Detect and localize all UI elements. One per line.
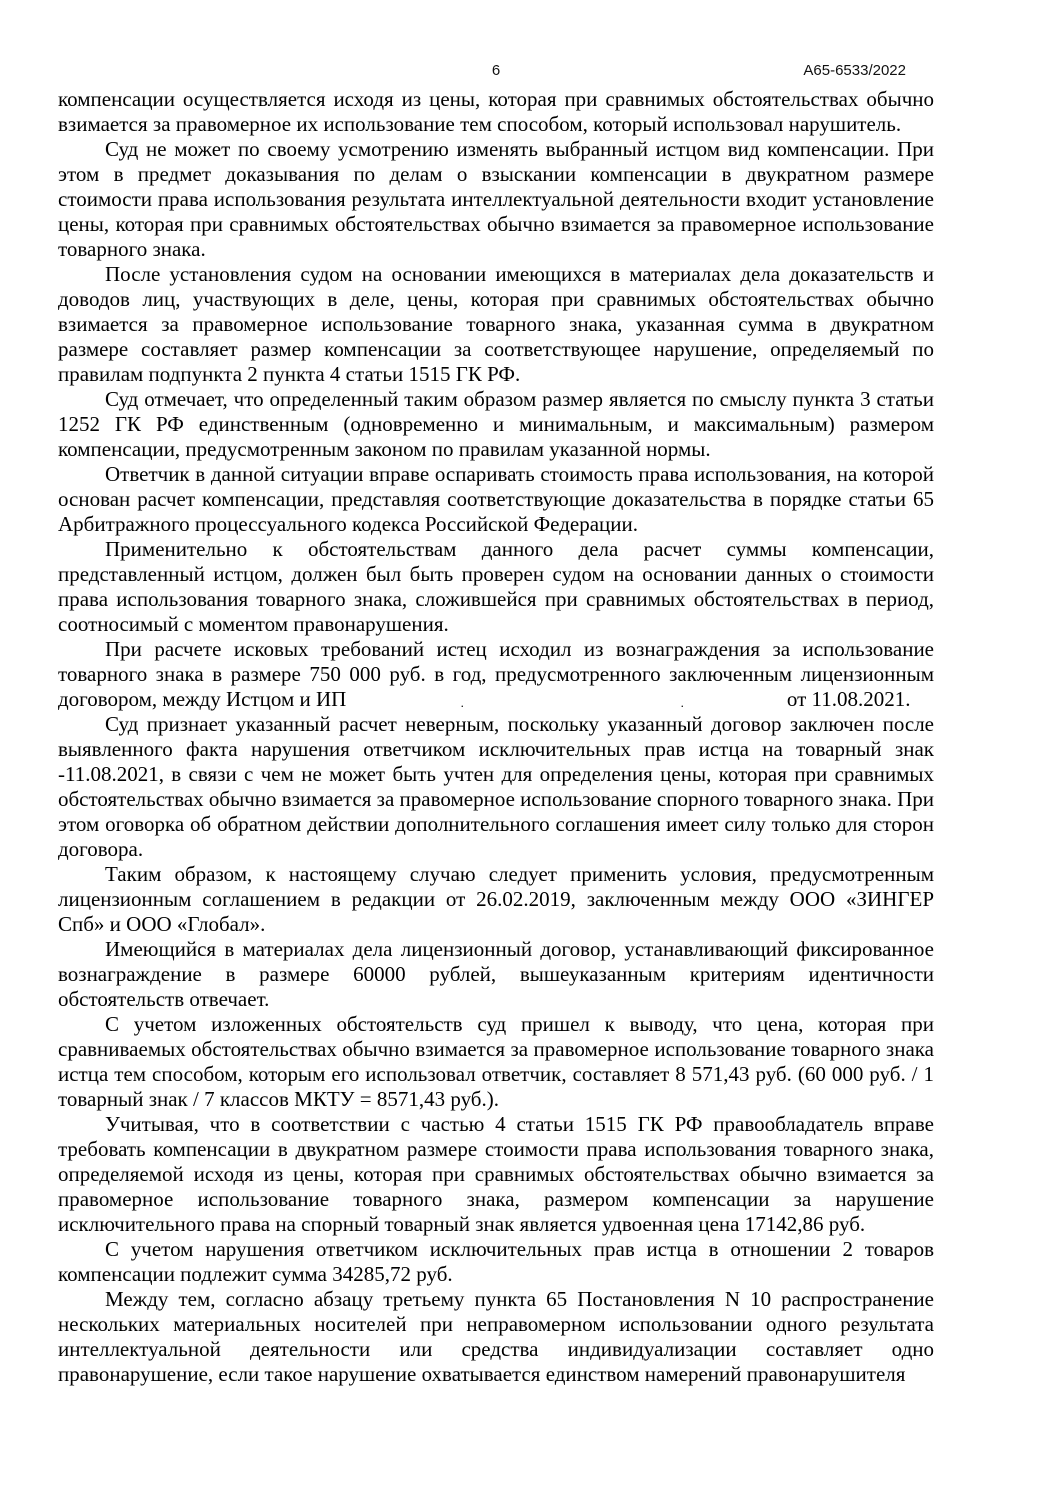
paragraph: Между тем, согласно абзацу третьему пункта 65 Постановления N 10 распространение нескольких материальных носителей при неправомерном использовании одного результата интеллектуальной деятельности или средства индивидуализации составляет одно правонарушение, если такое нарушение охватывается единством намерений правонарушителя [58,1287,934,1386]
paragraph: Суд признает указанный расчет неверным, поскольку указанный договор заключен после выявленного факта нарушения ответчиком исключительных прав истца на товарный знак -11.08.2021, в связи с чем не может быть учтен для определения цены, которая при сравнимых обстоятельствах обычно взимается за правомерное использование спорного товарного знака. При этом оговорка об обратном действии дополнительного соглашения имеет силу только для сторон договора. [58,712,934,861]
paragraph: С учетом нарушения ответчиком исключительных прав истца в отношении 2 товаров компенсации подлежит сумма 34285,72 руб. [58,1237,934,1286]
paragraph: Имеющийся в материалах дела лицензионный договор, устанавливающий фиксированное вознаграждение в размере 60000 рублей, вышеуказанным критериям идентичности обстоятельств отвечает. [58,937,934,1011]
page-header [58,62,934,84]
redaction-mark: . [680,695,684,710]
redaction-mark: . [460,695,464,710]
paragraph: Применительно к обстоятельствам данного дела расчет суммы компенсации, представленный истцом, должен был быть проверен судом на основании данных о стоимости права использования товарного знака, сложившейся при сравнимых обстоятельствах в период, соотносимый с моментом правонарушения. [58,537,934,636]
case-number: А65-6533/2022 [803,62,906,79]
redacted-name-gap [352,695,782,710]
paragraph: Ответчик в данной ситуации вправе оспаривать стоимость права использования, на которой основан расчет компенсации, представляя соответствующие доказательства в порядке статьи 65 Арбитражного процессуального кодекса Российской Федерации. [58,462,934,536]
paragraph: Таким образом, к настоящему случаю следует применить условия, предусмотренным лицензионным соглашением в редакции от 26.02.2019, заключенным между ООО «ЗИНГЕР Спб» и ООО «Глобал». [58,862,934,936]
page-content [58,62,934,1387]
document-body [58,87,934,1387]
paragraph: После установления судом на основании имеющихся в материалах дела доказательств и доводов лиц, участвующих в деле, цены, которая при сравнимых обстоятельствах обычно взимается за правомерное использование товарного знака, указанная сумма в двукратном размере составляет размер компенсации за соответствующее нарушение, определяемый по правилам подпункта 2 пункта 4 статьи 1515 ГК РФ. [58,262,934,386]
page-number: 6 [491,62,501,79]
paragraph: Суд не может по своему усмотрению изменять выбранный истцом вид компенсации. При этом в предмет доказывания по делам о взыскании компенсации в двукратном размере стоимости права использования результата интеллектуальной деятельности входит установление цены, которая при сравнимых обстоятельствах обычно взимается за правомерное использование товарного знака. [58,137,934,261]
paragraph: При расчете исковых требований истец исходил из вознаграждения за использование товарного знака в размере 750 000 руб. в год, предусмотренного заключенным лицензионным договором, между Истцом и ИП . . от 11.08.2021. [58,637,934,711]
paragraph: С учетом изложенных обстоятельств суд пришел к выводу, что цена, которая при сравниваемых обстоятельствах обычно взимается за правомерное использование товарного знака истца тем способом, которым его использовал ответчик, составляет 8 571,43 руб. (60 000 руб. / 1 товарный знак / 7 классов МКТУ = 8571,43 руб.). [58,1012,934,1111]
paragraph: компенсации осуществляется исходя из цены, которая при сравнимых обстоятельствах обычно взимается за правомерное их использование тем способом, который использовал нарушитель. [58,87,934,136]
paragraph: Учитывая, что в соответствии с частью 4 статьи 1515 ГК РФ правообладатель вправе требовать компенсации в двукратном размере стоимости права использования товарного знака, определяемой исходя из цены, которая при сравнимых обстоятельствах обычно взимается за правомерное использование товарного знака, размером компенсации за нарушение исключительного права на спорный товарный знак является удвоенная цена 17142,86 руб. [58,1112,934,1236]
paragraph: Суд отмечает, что определенный таким образом размер является по смыслу пункта 3 статьи 1252 ГК РФ единственным (одновременно и минимальным, и максимальным) размером компенсации, предусмотренным законом по правилам указанной нормы. [58,387,934,461]
